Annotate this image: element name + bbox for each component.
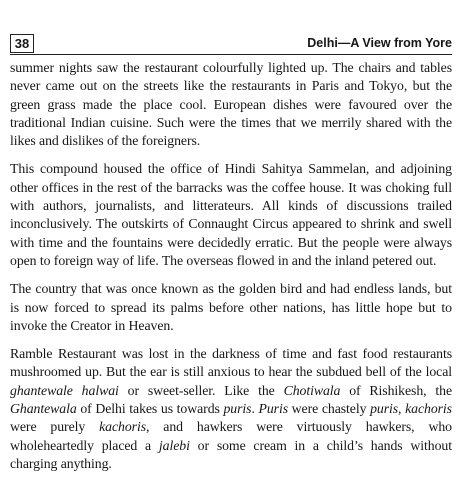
paragraph-text: of Delhi takes us towards	[76, 401, 224, 417]
page-number: 38	[10, 34, 34, 53]
italic-term: Chotiwala	[283, 382, 341, 398]
italic-term: kachoris	[405, 401, 452, 417]
paragraph-text: ,	[398, 401, 406, 417]
page-header	[10, 34, 452, 55]
paragraph	[10, 345, 452, 473]
paragraph-text: , and hawkers were virtuously hawkers, who wholeheartedly placed a	[10, 419, 452, 453]
paragraph	[10, 59, 452, 150]
paragraph-text: were chastely	[288, 401, 371, 417]
paragraph	[10, 160, 452, 270]
running-title: Delhi—A View from Yore	[307, 36, 452, 50]
paragraph	[10, 280, 452, 335]
italic-term: Puris	[258, 401, 288, 417]
italic-term: puris	[223, 401, 252, 417]
italic-term: puris	[370, 401, 399, 417]
paragraph-text: or sweet-seller. Like the	[118, 382, 284, 398]
body-text	[10, 59, 452, 473]
paragraph-text: were purely	[10, 419, 100, 435]
paragraph-text: This compound housed the office of Hindi Sahitya Sammelan, and adjoining other offices in the rest of the barracks was the coffee house. It was choking full with authors, journalists, and litterateurs. All kinds of discussions trailed inconclusively. The outskirts of Connaught Circus appeared to shrink and swell with time and the fountains were decidedly erratic. But the people were always open to foreign way of life. The overseas flowed in and the inland petered out.	[10, 161, 452, 268]
paragraph-text: The country that was once known as the golden bird and had endless lands, but is now forced to spread its palms before other nations, has little hope but to invoke the Creator in Heaven.	[10, 281, 452, 333]
paragraph-text: .	[251, 401, 259, 417]
italic-term: jalebi	[158, 437, 190, 453]
paragraph-text: or some cream in a child’s hands without charging anything.	[10, 437, 452, 471]
paragraph-text: Ramble Restaurant was lost in the darkness of time and fast food restaurants mushroomed up. But the ear is still anxious to hear the subdued bell of the local	[10, 346, 452, 380]
paragraph-text: of Rishikesh, the	[340, 382, 452, 398]
italic-term: ghantewale halwai	[10, 382, 119, 398]
italic-term: Ghantewala	[10, 401, 77, 417]
paragraph-text: summer nights saw the restaurant colourfully lighted up. The chairs and tables never came out on the streets like the restaurants in Paris and Tokyo, but the green grass made the place cool. European dishes were favoured over the traditional Indian cuisine. Such were the times that we merrily shared with the likes and dislikes of the foreigners.	[10, 60, 452, 149]
italic-term: kachoris	[99, 419, 146, 435]
